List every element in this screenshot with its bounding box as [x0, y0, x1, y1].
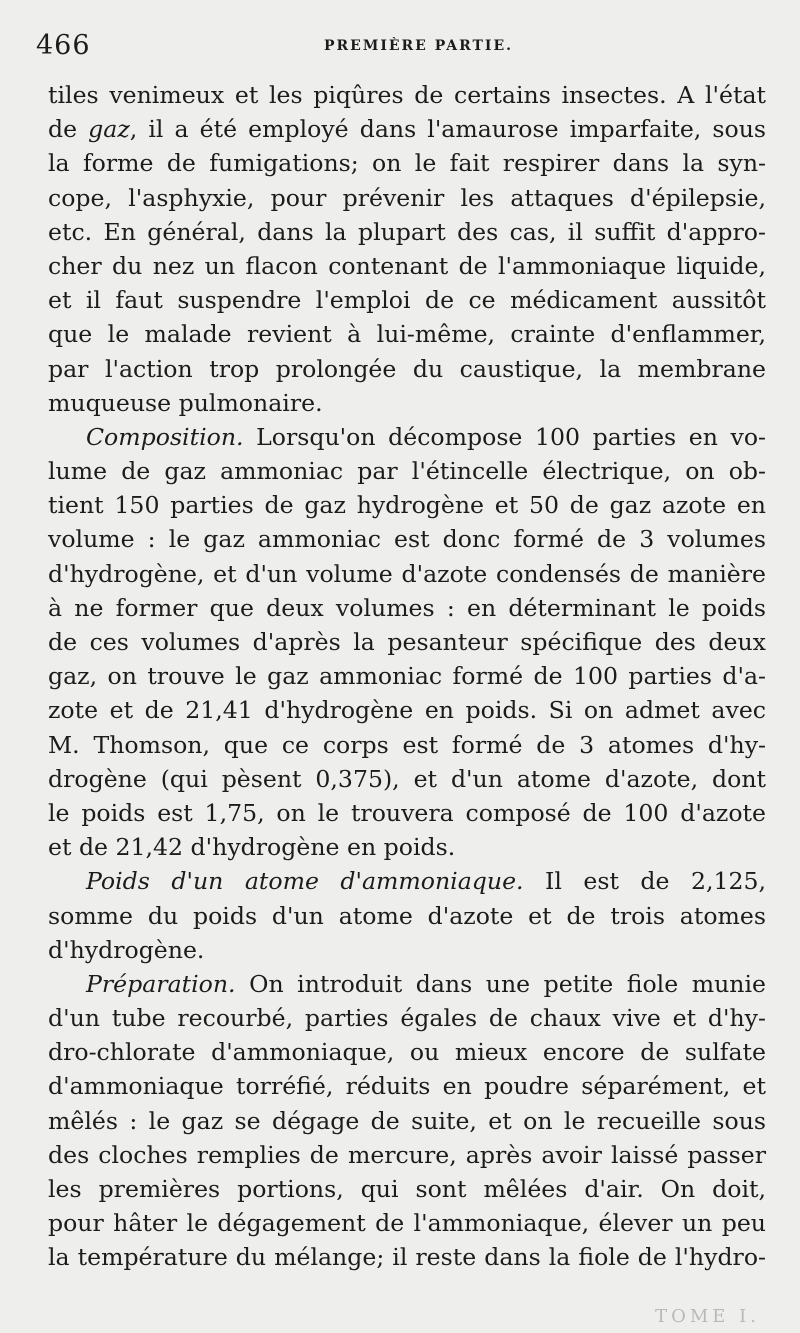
- text-line: [48, 762, 766, 796]
- text-line: [48, 1172, 766, 1206]
- line-text: somme du poids d'un atome d'azote et de trois atomes: [48, 901, 766, 930]
- line-text: muqueuse pulmonaire.: [48, 388, 323, 417]
- text-line: [48, 215, 766, 249]
- text-line: [48, 1001, 766, 1035]
- line-text: le poids est 1,75, on le trouvera composé de 100 d'azote: [48, 798, 766, 827]
- page-number: 466: [36, 30, 91, 61]
- italic-heading: Poids d'un atome d'ammoniaque.: [86, 867, 524, 896]
- line-text: et de 21,42 d'hydrogène en poids.: [48, 833, 456, 862]
- line-text: tient 150 parties de gaz hydrogène et 50 de gaz azote en: [48, 491, 766, 520]
- line-text: et il faut suspendre l'emploi de ce médicament aussitôt: [48, 286, 766, 315]
- text-line: [48, 899, 766, 933]
- line-text: des cloches remplies de mercure, après avoir laissé passer: [48, 1140, 766, 1169]
- italic-heading: Composition.: [86, 422, 244, 451]
- line-text: par l'action trop prolongée du caustique, la membrane: [48, 354, 766, 383]
- line-text: d'un tube recourbé, parties égales de chaux vive et d'hy-: [48, 1004, 766, 1033]
- text-line: [48, 112, 766, 146]
- running-head: PREMIÈRE PARTIE.: [324, 38, 514, 54]
- bleed-through-text: TOME I.: [655, 1306, 760, 1327]
- line-text: M. Thomson, que ce corps est formé de 3 atomes d'hy-: [48, 730, 766, 759]
- italic-heading: Préparation.: [86, 969, 236, 998]
- line-text: volume : le gaz ammoniac est donc formé de 3 volumes: [48, 525, 766, 554]
- text-line: [48, 796, 766, 830]
- line-text: d'hydrogène.: [48, 935, 205, 964]
- text-line: [48, 1206, 766, 1240]
- line-text: etc. En général, dans la plupart des cas, il suffit d'appro-: [48, 217, 766, 246]
- line-text: lume de gaz ammoniac par l'étincelle électrique, on ob-: [48, 457, 766, 486]
- text-line: [48, 830, 766, 864]
- text-line: [48, 522, 766, 556]
- body-text: [48, 78, 766, 1275]
- line-text: les premières portions, qui sont mêlées d'air. On doit,: [48, 1175, 766, 1203]
- text-line: [48, 1069, 766, 1103]
- line-text: pour hâter le dégagement de l'ammoniaque, élever un peu: [48, 1209, 766, 1238]
- line-text: dro-chlorate d'ammoniaque, ou mieux encore de sulfate: [48, 1038, 766, 1067]
- text-line: [48, 1104, 766, 1138]
- line-text: Lorsqu'on décompose 100 parties en vo-: [243, 422, 766, 451]
- text-line: [48, 352, 766, 386]
- text-line: [48, 249, 766, 283]
- line-text: cope, l'asphyxie, pour prévenir les attaques d'épilepsie,: [48, 183, 766, 212]
- line-prefix: de: [48, 115, 89, 144]
- line-text: Il est de 2,125,: [523, 867, 766, 896]
- text-line: [48, 181, 766, 215]
- page-header: [36, 30, 766, 66]
- text-line: [48, 728, 766, 762]
- text-line: [48, 386, 766, 420]
- text-line: [48, 693, 766, 727]
- text-line: [48, 625, 766, 659]
- line-text: On introduit dans une petite fiole munie: [235, 969, 766, 998]
- text-line: [48, 317, 766, 351]
- text-line: [48, 1240, 766, 1274]
- text-line: [48, 557, 766, 591]
- text-line: [48, 454, 766, 488]
- text-line: [48, 864, 766, 898]
- text-line: [48, 1138, 766, 1172]
- line-text: tiles venimeux et les piqûres de certains insectes. A l'état: [48, 81, 766, 109]
- line-text: à ne former que deux volumes : en déterminant le poids: [48, 593, 766, 622]
- line-text: d'hydrogène, et d'un volume d'azote condensés de manière: [48, 559, 766, 588]
- text-line: [48, 146, 766, 180]
- line-text: la forme de fumigations; on le fait respirer dans la syn-: [48, 149, 766, 178]
- text-line: [48, 967, 766, 1001]
- text-line: [48, 659, 766, 693]
- line-text: , il a été employé dans l'amaurose imparfaite, sous: [129, 115, 766, 144]
- text-line: [48, 420, 766, 454]
- line-text: que le malade revient à lui-même, crainte d'enflammer,: [48, 320, 766, 349]
- line-text: gaz, on trouve le gaz ammoniac formé de 100 parties d'a-: [48, 662, 766, 691]
- line-text: de ces volumes d'après la pesanteur spécifique des deux: [48, 628, 766, 656]
- text-line: [48, 283, 766, 317]
- italic-heading: gaz: [88, 115, 130, 144]
- line-text: d'ammoniaque torréfié, réduits en poudre séparément, et: [48, 1072, 766, 1101]
- text-line: [48, 1035, 766, 1069]
- line-text: la température du mélange; il reste dans la fiole de l'hydro-: [48, 1243, 766, 1272]
- line-text: drogène (qui pèsent 0,375), et d'un atome d'azote, dont: [48, 764, 766, 793]
- text-line: [48, 488, 766, 522]
- line-text: cher du nez un flacon contenant de l'ammoniaque liquide,: [48, 251, 766, 280]
- line-text: mêlés : le gaz se dégage de suite, et on le recueille sous: [48, 1106, 766, 1135]
- line-text: zote et de 21,41 d'hydrogène en poids. Si on admet avec: [48, 696, 766, 725]
- text-line: [48, 78, 766, 112]
- text-line: [48, 591, 766, 625]
- text-line: [48, 933, 766, 967]
